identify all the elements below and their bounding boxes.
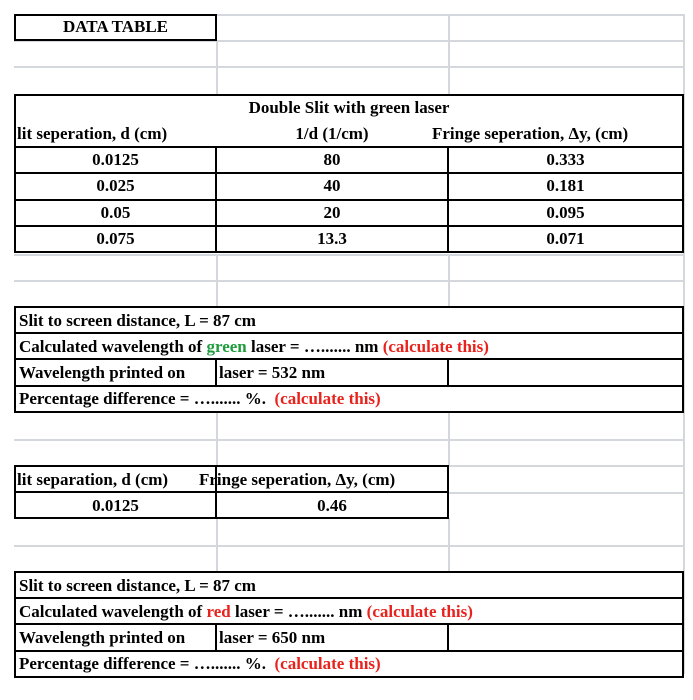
table-cell: 0.0125 xyxy=(92,150,139,169)
red-col-header-separation: lit separation, d (cm) xyxy=(17,470,169,489)
green-percentage-difference: Percentage difference = …....... %. (calculate this) xyxy=(19,389,381,408)
table-cell: 20 xyxy=(323,203,341,222)
col-header-fringe: Fringe seperation, Δy, (cm) xyxy=(432,124,629,143)
red-distance: Slit to screen distance, L = 87 cm xyxy=(19,576,256,595)
table-cell: 13.3 xyxy=(317,229,347,248)
table-cell: 0.075 xyxy=(96,229,135,248)
col-header-inverse-d: 1/d (1/cm) xyxy=(295,124,369,143)
red-calculated-wavelength: Calculated wavelength of red laser = …....... nm (calculate this) xyxy=(19,602,473,621)
green-table-heading: Double Slit with green laser xyxy=(248,98,450,117)
table-cell: 0.095 xyxy=(546,203,585,222)
red-col-header-fringe: Fringe seperation, Δy, (cm) xyxy=(199,470,396,489)
table-cell: 0.46 xyxy=(317,496,347,515)
calculate-note: (calculate this) xyxy=(274,389,381,408)
table-cell: 0.071 xyxy=(546,229,585,248)
table-cell: 80 xyxy=(323,150,341,169)
data-table-title: DATA TABLE xyxy=(62,17,169,36)
calculate-note: (calculate this) xyxy=(366,602,473,621)
calculate-note: (calculate this) xyxy=(274,654,381,673)
red-printed-value: laser = 650 nm xyxy=(219,628,326,647)
table-cell: 0.025 xyxy=(96,176,135,195)
green-word: green xyxy=(206,337,247,356)
green-printed-label: Wavelength printed on xyxy=(19,363,186,382)
col-header-separation: lit seperation, d (cm) xyxy=(17,124,168,143)
green-calculated-wavelength: Calculated wavelength of green laser = …....... nm (calculate this) xyxy=(19,337,489,356)
table-cell: 0.333 xyxy=(546,150,585,169)
green-printed-value: laser = 532 nm xyxy=(219,363,326,382)
calculate-note: (calculate this) xyxy=(382,337,489,356)
green-distance: Slit to screen distance, L = 87 cm xyxy=(19,311,256,330)
red-word: red xyxy=(206,602,231,621)
table-cell: 0.0125 xyxy=(92,496,139,515)
table-cell: 0.05 xyxy=(100,203,131,222)
table-cell: 0.181 xyxy=(546,176,585,195)
red-percentage-difference: Percentage difference = …....... %. (calculate this) xyxy=(19,654,381,673)
red-printed-label: Wavelength printed on xyxy=(19,628,186,647)
table-cell: 40 xyxy=(323,176,341,195)
